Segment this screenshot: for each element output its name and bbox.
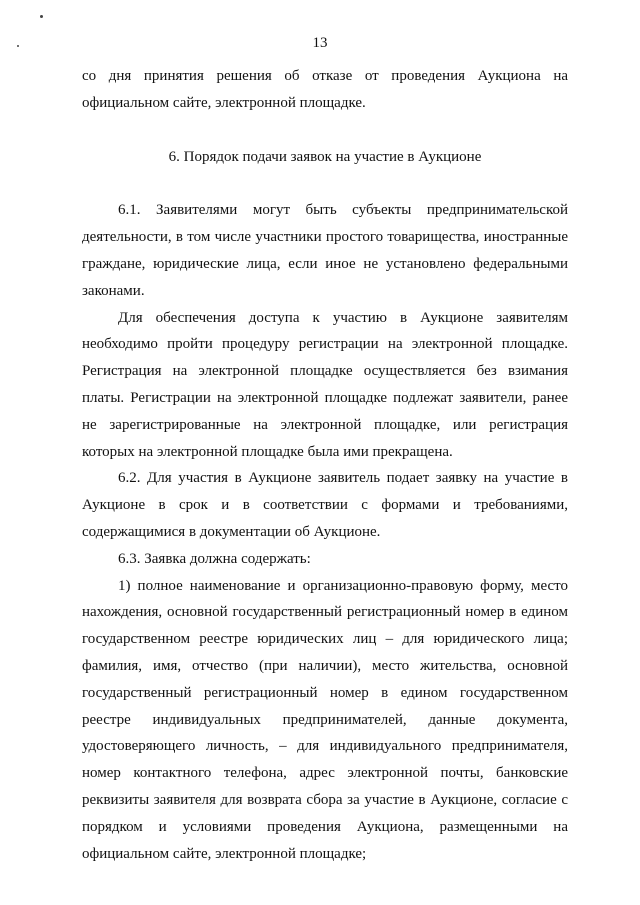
paragraph-6-2: 6.2. Для участия в Аукционе заявитель подает заявку на участие в Аукционе в срок и в соответствии с формами и требованиями, содержащимися в документации об Аукционе.	[82, 470, 568, 540]
document-body	[82, 63, 568, 867]
intro-paragraph: со дня принятия решения об отказе от проведения Аукциона на официальном сайте, электронной площадке.	[82, 68, 568, 111]
section-heading: 6. Порядок подачи заявок на участие в Аукционе	[168, 148, 482, 165]
list-item-1: 1) полное наименование и организационно-правовую форму, место нахождения, основной государственный регистрационный номер в едином государственном реестре юридических лиц – для юридического лица; фамилия, имя, отчество (при наличии), место жительства, основной государственный регистрационный номер в едином государственном реестре индивидуальных предпринимателей, данные документа, удостоверяющего личность, – для индивидуального предпринимателя, номер контактного телефона, адрес электронной почты, банковские реквизиты заявителя для возврата сбора за участие в Аукционе, согласие с порядком и условиями проведения Аукциона, размещенными на официальном сайте, электронной площадке;	[82, 577, 568, 862]
paragraph-registration: Для обеспечения доступа к участию в Аукционе заявителям необходимо пройти процедуру регистрации на электронной площадке. Регистрация на электронной площадке осуществляется без взимания платы. Регистрации на электронной площадке подлежат заявители, ранее не зарегистрированные на электронной площадке, или регистрация которых на электронной площадке была ими прекращена.	[82, 309, 568, 460]
page-number: 13	[312, 35, 328, 51]
scan-speck	[40, 15, 43, 18]
paragraph-6-3: 6.3. Заявка должна содержать:	[118, 550, 311, 567]
paragraph-6-1: 6.1. Заявителями могут быть субъекты предпринимательской деятельности, в том числе участники простого товарищества, иностранные граждане, юридические лица, если иное не установлено федеральными законами.	[82, 202, 568, 299]
